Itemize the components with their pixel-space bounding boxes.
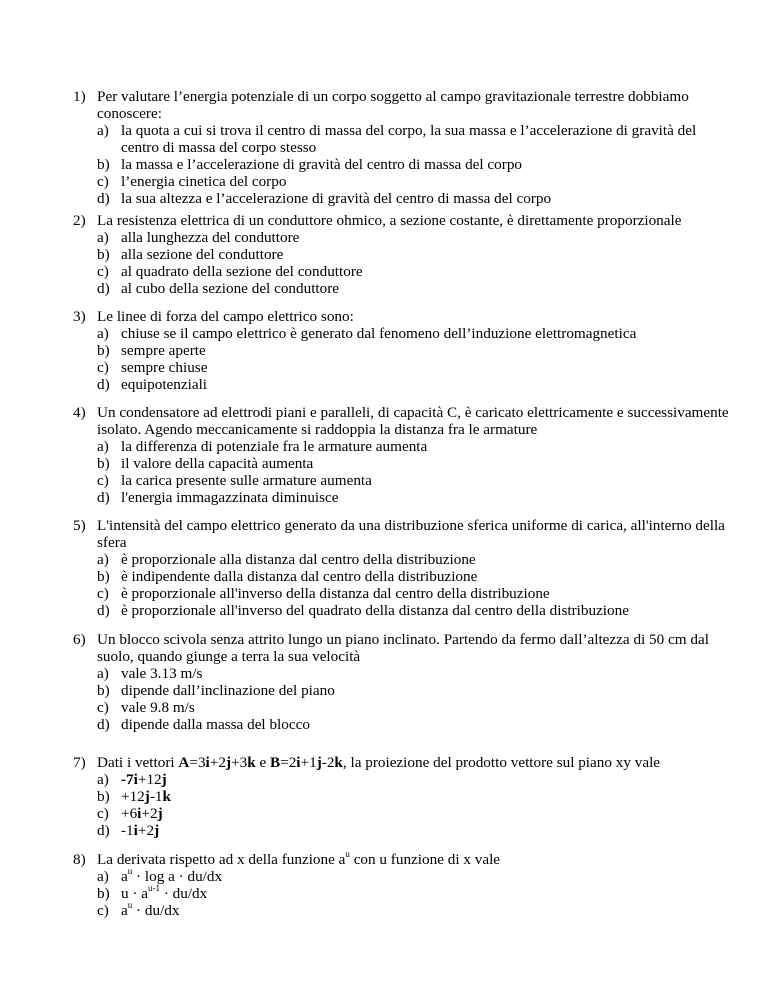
option-c [97, 359, 733, 376]
option-text: è proporzionale all'inverso del quadrato della distanza dal centro della distribuzione [121, 602, 629, 619]
option-letter: b) [97, 455, 110, 472]
option-c [97, 585, 733, 602]
question-text: L'intensità del campo elettrico generato da una distribuzione sferica uniforme di carica, all'interno della sfera [97, 517, 725, 551]
option-letter: b) [97, 342, 110, 359]
option-a [97, 551, 733, 568]
question-2 [73, 212, 733, 297]
question-number: 8) [73, 851, 86, 868]
question-number: 1) [73, 88, 86, 105]
option-c [97, 899, 733, 919]
option-text: è proporzionale all'inverso della distanza dal centro della distribuzione [121, 585, 550, 602]
option-text: al cubo della sezione del conduttore [121, 280, 340, 297]
option-letter: d) [97, 822, 110, 839]
option-d [97, 602, 733, 619]
question-5 [73, 517, 733, 619]
option-d [97, 280, 733, 297]
option-d [97, 376, 733, 393]
option-text: è proporzionale alla distanza dal centro della distribuzione [121, 551, 476, 568]
question-text: Un condensatore ad elettrodi piani e paralleli, di capacità C, è caricato elettricamente e successivamente isolato. Agendo meccanicamente si raddoppia la distanza fra le armature [97, 404, 729, 438]
option-text: la quota a cui si trova il centro di massa del corpo, la sua massa e l’accelerazione di gravità del centro di massa del corpo stesso [121, 122, 697, 156]
option-letter: a) [97, 551, 109, 568]
option-text: sempre aperte [121, 342, 206, 359]
option-letter: d) [97, 190, 110, 207]
option-text: la sua altezza e l’accelerazione di gravità del centro di massa del corpo [121, 190, 552, 207]
option-letter: c) [97, 699, 109, 716]
option-letter: d) [97, 280, 110, 297]
question-6 [73, 631, 733, 733]
option-letter: a) [97, 122, 109, 139]
question-7 [73, 754, 733, 839]
question-3 [73, 308, 733, 393]
option-c [97, 263, 733, 280]
option-letter: b) [97, 156, 110, 173]
option-text: $a^u \cdot \log a \cdot du/dx$ [121, 865, 223, 885]
option-b [97, 455, 733, 472]
option-a [97, 438, 733, 455]
option-a [97, 325, 733, 342]
option-letter: b) [97, 246, 110, 263]
option-a [97, 771, 733, 788]
option-letter: c) [97, 585, 109, 602]
option-letter: d) [97, 716, 110, 733]
question-text: La derivata rispetto ad x della funzione $a^u$ con u funzione di x vale [97, 848, 501, 868]
option-text: vale 9.8 m/s [121, 699, 195, 716]
question-text: Dati i vettori A=3i+2j+3k e B=2i+1j-2k, la proiezione del prodotto vettore sul piano xy vale [97, 754, 661, 771]
question-text: Per valutare l’energia potenziale di un corpo soggetto al campo gravitazionale terrestre dobbiamo conoscere: [97, 88, 689, 122]
question-number: 3) [73, 308, 86, 325]
option-letter: b) [97, 682, 110, 699]
option-text: alla lunghezza del conduttore [121, 229, 300, 246]
option-letter: b) [97, 568, 110, 585]
option-letter: c) [97, 359, 109, 376]
question-number: 2) [73, 212, 86, 229]
option-d [97, 822, 733, 839]
option-a [97, 229, 733, 246]
option-text: vale 3.13 m/s [121, 665, 203, 682]
option-b [97, 342, 733, 359]
question-1 [73, 88, 733, 207]
option-b [97, 568, 733, 585]
option-text: l’energia cinetica del corpo [121, 173, 287, 190]
option-text: la massa e l’accelerazione di gravità del centro di massa del corpo [121, 156, 523, 173]
option-letter: d) [97, 376, 110, 393]
option-text: +12j-1k [121, 788, 171, 805]
question-4 [73, 404, 733, 506]
question-number: 5) [73, 517, 86, 534]
option-text: +6i+2j [121, 805, 163, 822]
question-8 [73, 848, 733, 919]
option-letter: a) [97, 665, 109, 682]
option-a [97, 122, 733, 156]
option-text: al quadrato della sezione del conduttore [121, 263, 363, 280]
option-c [97, 699, 733, 716]
option-c [97, 173, 733, 190]
option-letter: d) [97, 602, 110, 619]
option-letter: a) [97, 325, 109, 342]
option-d [97, 190, 733, 207]
option-text: il valore della capacità aumenta [121, 455, 314, 472]
option-b [97, 156, 733, 173]
option-letter: c) [97, 472, 109, 489]
question-text: Le linee di forza del campo elettrico sono: [97, 308, 354, 325]
option-text: è indipendente dalla distanza dal centro della distribuzione [121, 568, 478, 585]
option-letter: a) [97, 868, 109, 885]
option-text: -7i+12j [121, 771, 167, 788]
option-b [97, 882, 733, 902]
option-b [97, 682, 733, 699]
question-number: 6) [73, 631, 86, 648]
option-letter: c) [97, 263, 109, 280]
option-b [97, 246, 733, 263]
option-letter: d) [97, 489, 110, 506]
option-text: l'energia immagazzinata diminuisce [121, 489, 339, 506]
option-letter: c) [97, 805, 109, 822]
option-letter: a) [97, 229, 109, 246]
option-text: alla sezione del conduttore [121, 246, 284, 263]
option-text: dipende dall’inclinazione del piano [121, 682, 335, 699]
question-number: 7) [73, 754, 86, 771]
option-letter: b) [97, 885, 110, 902]
option-c [97, 805, 733, 822]
option-d [97, 716, 733, 733]
option-text: equipotenziali [121, 376, 208, 393]
option-d [97, 489, 733, 506]
option-text: chiuse se il campo elettrico è generato dal fenomeno dell’induzione elettromagnetica [121, 325, 637, 342]
question-text: La resistenza elettrica di un conduttore ohmico, a sezione costante, è direttamente proporzionale [97, 212, 682, 229]
option-letter: c) [97, 173, 109, 190]
option-letter: c) [97, 902, 109, 919]
question-number: 4) [73, 404, 86, 421]
option-a [97, 865, 733, 885]
option-c [97, 472, 733, 489]
option-letter: a) [97, 771, 109, 788]
option-text: la differenza di potenziale fra le armature aumenta [121, 438, 428, 455]
option-a [97, 665, 733, 682]
option-letter: a) [97, 438, 109, 455]
option-b [97, 788, 733, 805]
option-letter: b) [97, 788, 110, 805]
option-text: dipende dalla massa del blocco [121, 716, 310, 733]
option-text: $a^u \cdot du/dx$ [121, 899, 180, 919]
option-text: $u \cdot a^{u-1} \cdot du/dx$ [121, 882, 208, 902]
option-text: -1i+2j [121, 822, 160, 839]
option-text: la carica presente sulle armature aumenta [121, 472, 372, 489]
option-text: sempre chiuse [121, 359, 208, 376]
question-text: Un blocco scivola senza attrito lungo un piano inclinato. Partendo da fermo dall’altezza di 50 cm dal suolo, quando giunge a terra la sua velocità [97, 631, 709, 665]
